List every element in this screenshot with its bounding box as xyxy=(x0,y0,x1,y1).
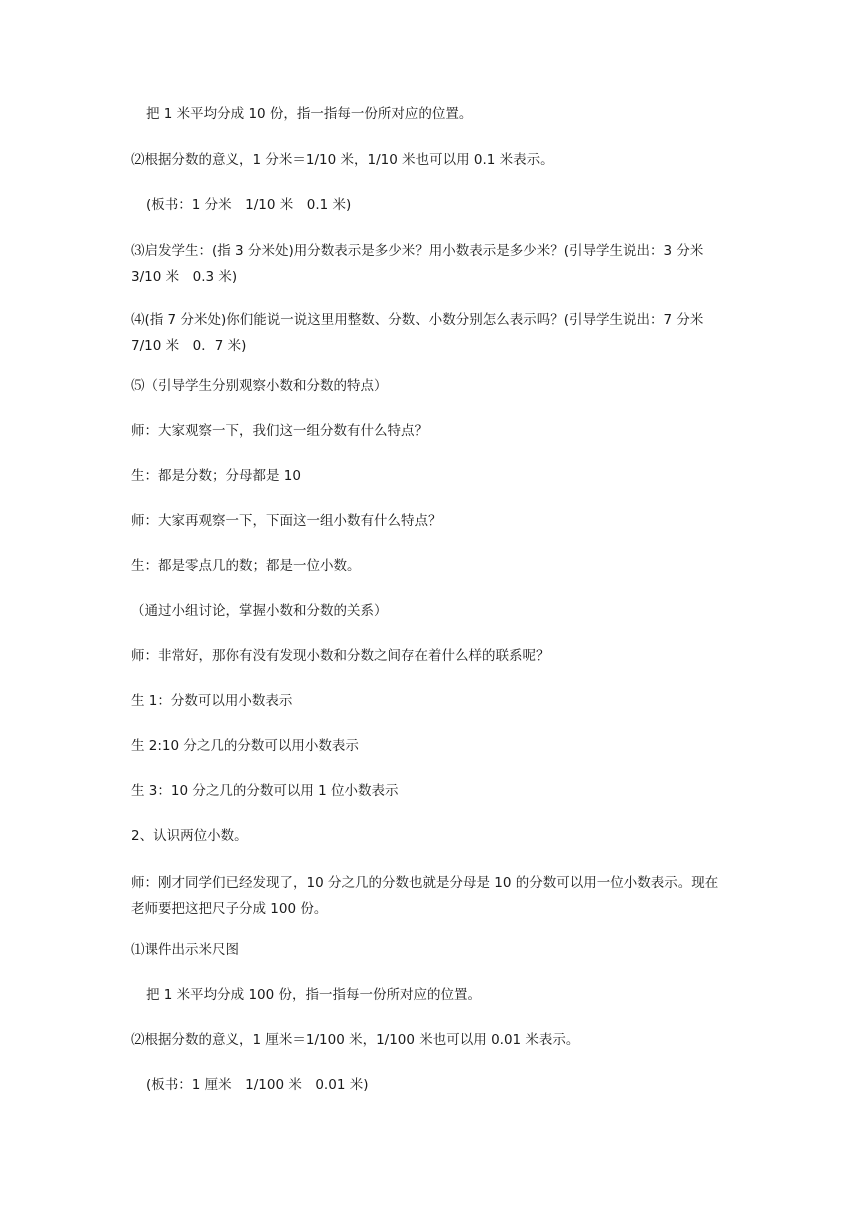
paragraph: 生 3：10 分之几的分数可以用 1 位小数表示 xyxy=(131,783,399,799)
paragraph: 师：大家再观察一下，下面这一组小数有什么特点？ xyxy=(131,513,442,529)
paragraph: ⑶启发学生：(指 3 分米处)用分数表示是多少米？用小数表示是多少米？(引导学生说出：3 分米 3/10 米 0.3 米) xyxy=(131,243,717,285)
paragraph: 把 1 米平均分成 100 份，指一指每一份所对应的位置。 xyxy=(146,987,482,1003)
paragraph: 师：非常好，那你有没有发现小数和分数之间存在着什么样的联系呢？ xyxy=(131,648,550,664)
paragraph: 师：大家观察一下，我们这一组分数有什么特点？ xyxy=(131,423,428,439)
paragraph: 把 1 米平均分成 10 份，指一指每一份所对应的位置。 xyxy=(146,106,473,122)
paragraph: 生：都是分数；分母都是 10 xyxy=(131,468,301,484)
paragraph: 2、认识两位小数。 xyxy=(131,828,248,844)
paragraph: 生 2:10 分之几的分数可以用小数表示 xyxy=(131,738,359,754)
paragraph: ⑸（引导学生分别观察小数和分数的特点） xyxy=(131,378,388,394)
paragraph: ⑵根据分数的意义，1 厘米＝1/100 米，1/100 米也可以用 0.01 米表示。 xyxy=(131,1032,580,1048)
paragraph: ⑴课件出示米尺图 xyxy=(131,942,239,958)
paragraph: 生：都是零点几的数；都是一位小数。 xyxy=(131,558,361,574)
paragraph: ⑵根据分数的意义，1 分米＝1/10 米，1/10 米也可以用 0.1 米表示。 xyxy=(131,152,554,168)
paragraph: (板书：1 分米 1/10 米 0.1 米) xyxy=(146,197,352,213)
paragraph: (板书：1 厘米 1/100 米 0.01 米) xyxy=(146,1077,369,1093)
paragraph: （通过小组讨论，掌握小数和分数的关系） xyxy=(131,603,388,619)
paragraph: ⑷(指 7 分米处)你们能说一说这里用整数、分数、小数分别怎么表示吗？(引导学生说出：7 分米 7/10 米 0．7 米) xyxy=(131,312,717,354)
paragraph: 师：刚才同学们已经发现了，10 分之几的分数也就是分母是 10 的分数可以用一位小数表示。现在老师要把这把尺子分成 100 份。 xyxy=(131,875,719,917)
paragraph: 生 1：分数可以用小数表示 xyxy=(131,693,293,709)
